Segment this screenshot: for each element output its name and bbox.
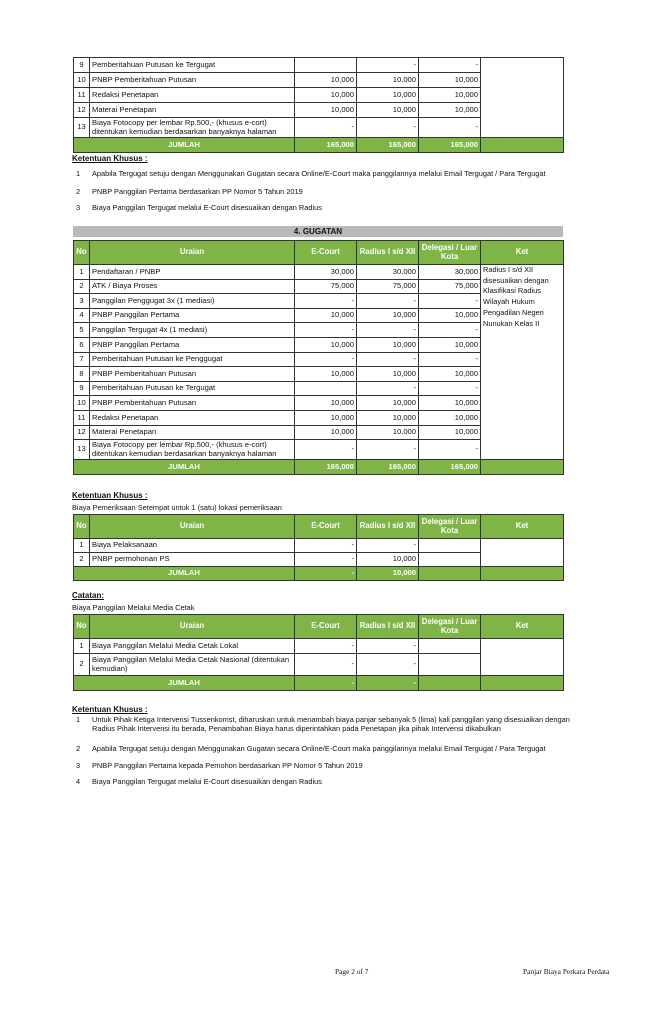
row-number: 9 bbox=[74, 381, 90, 396]
header-ecourt: E-Court bbox=[295, 615, 357, 639]
total-delegasi-value: 165,000 bbox=[419, 460, 481, 475]
header-delegasi: Delegasi / Luar Kota bbox=[419, 615, 481, 639]
row-description: Pendaftaran / PNBP bbox=[90, 265, 295, 280]
row-number: 3 bbox=[74, 294, 90, 309]
row-number: 13 bbox=[74, 118, 90, 138]
header-ket: Ket bbox=[481, 515, 564, 539]
row-number: 6 bbox=[74, 337, 90, 352]
row-ecourt-value: 75,000 bbox=[295, 279, 357, 294]
row-number: 13 bbox=[74, 440, 90, 460]
header-radius: Radius I s/d XII bbox=[357, 241, 419, 265]
row-number: 5 bbox=[74, 323, 90, 338]
row-radius-value: - bbox=[357, 58, 419, 73]
list-item-text: PNBP Panggilan Pertama kepada Pemohon berdasarkan PP Nomor 5 Tahun 2019 bbox=[92, 761, 363, 770]
row-number: 10 bbox=[74, 73, 90, 88]
row-ecourt-value: - bbox=[295, 553, 357, 567]
row-number: 11 bbox=[74, 88, 90, 103]
row-ecourt-value: 30,000 bbox=[295, 265, 357, 280]
header-ecourt: E-Court bbox=[295, 241, 357, 265]
row-delegasi-value bbox=[419, 654, 481, 676]
row-radius-value: - bbox=[357, 639, 419, 654]
row-ecourt-value: - bbox=[295, 654, 357, 676]
row-radius-value: - bbox=[357, 323, 419, 338]
row-ecourt-value: - bbox=[295, 440, 357, 460]
row-description: Materai Penetapan bbox=[90, 425, 295, 440]
row-number: 12 bbox=[74, 425, 90, 440]
header-uraian: Uraian bbox=[90, 515, 295, 539]
row-number: 12 bbox=[74, 103, 90, 118]
row-description: Biaya Fotocopy per lembar Rp.500,- (khusus e-cort) ditentukan kemudian berdasarkan banyaknya halaman bbox=[90, 118, 295, 138]
row-delegasi-value: 75,000 bbox=[419, 279, 481, 294]
row-ecourt-value: - bbox=[295, 352, 357, 367]
table-row bbox=[74, 539, 564, 553]
row-delegasi-value: - bbox=[419, 118, 481, 138]
total-row bbox=[74, 138, 564, 153]
row-radius-value: 10,000 bbox=[357, 410, 419, 425]
list-item-number: 1 bbox=[76, 169, 81, 178]
row-delegasi-value: 10,000 bbox=[419, 367, 481, 382]
ketentuan-khusus-heading-2: Ketentuan Khusus : bbox=[72, 491, 148, 500]
ketentuan-khusus-heading-3: Ketentuan Khusus : bbox=[72, 705, 148, 714]
list-item-number: 2 bbox=[76, 744, 81, 753]
row-ecourt-value: 10,000 bbox=[295, 410, 357, 425]
total-radius-value: 165,000 bbox=[357, 138, 419, 153]
row-description: PNBP Pemberitahuan Putusan bbox=[90, 367, 295, 382]
row-radius-value: - bbox=[357, 294, 419, 309]
total-row bbox=[74, 676, 564, 691]
row-number: 10 bbox=[74, 396, 90, 411]
total-ecourt-value: - bbox=[295, 676, 357, 691]
row-number: 1 bbox=[74, 539, 90, 553]
section-title-gugatan: 4. GUGATAN bbox=[73, 226, 563, 237]
list-item-number: 1 bbox=[76, 715, 81, 724]
row-radius-value: 10,000 bbox=[357, 553, 419, 567]
row-ecourt-value: 10,000 bbox=[295, 88, 357, 103]
row-ecourt-value: 10,000 bbox=[295, 308, 357, 323]
header-no: No bbox=[74, 241, 90, 265]
row-description: Pemberitahuan Putusan ke Penggugat bbox=[90, 352, 295, 367]
row-number: 8 bbox=[74, 367, 90, 382]
row-number: 1 bbox=[74, 265, 90, 280]
row-description: PNBP Panggilan Pertama bbox=[90, 337, 295, 352]
header-ecourt: E-Court bbox=[295, 515, 357, 539]
row-description: Biaya Panggilan Melalui Media Cetak Nasional (ditentukan kemudian) bbox=[90, 654, 295, 676]
row-delegasi-value: 10,000 bbox=[419, 73, 481, 88]
row-delegasi-value: 10,000 bbox=[419, 88, 481, 103]
row-radius-value: 10,000 bbox=[357, 367, 419, 382]
header-delegasi: Delegasi / Luar Kota bbox=[419, 241, 481, 265]
row-delegasi-value: 30,000 bbox=[419, 265, 481, 280]
row-description: Panggilan Penggugat 3x (1 mediasi) bbox=[90, 294, 295, 309]
row-number: 4 bbox=[74, 308, 90, 323]
row-description: PNBP Panggilan Pertama bbox=[90, 308, 295, 323]
header-no: No bbox=[74, 615, 90, 639]
pemeriksaan-setempat-intro: Biaya Pemeriksaan Setempat untuk 1 (satu) lokasi pemeriksaan bbox=[72, 503, 282, 512]
row-radius-value: - bbox=[357, 381, 419, 396]
row-ecourt-value: 10,000 bbox=[295, 425, 357, 440]
total-delegasi-value: 165,000 bbox=[419, 138, 481, 153]
row-number: 7 bbox=[74, 352, 90, 367]
total-row bbox=[74, 460, 564, 475]
row-description: Biaya Pelaksanaan bbox=[90, 539, 295, 553]
row-description: PNBP permohonan PS bbox=[90, 553, 295, 567]
total-ket bbox=[481, 138, 564, 153]
row-radius-value: 75,000 bbox=[357, 279, 419, 294]
header-delegasi: Delegasi / Luar Kota bbox=[419, 515, 481, 539]
total-radius-value: 10,000 bbox=[357, 567, 419, 581]
total-radius-value: 165,000 bbox=[357, 460, 419, 475]
row-number: 9 bbox=[74, 58, 90, 73]
row-ket-note bbox=[481, 639, 564, 676]
row-radius-value: 10,000 bbox=[357, 73, 419, 88]
list-item-text: Apabila Tergugat setuju dengan Menggunakan Gugatan secara Online/E-Court maka panggilannya melalui Email Tergugat / Para Tergugat bbox=[92, 169, 546, 178]
ketentuan-khusus-heading-1: Ketentuan Khusus : bbox=[72, 154, 148, 163]
row-ecourt-value: 10,000 bbox=[295, 337, 357, 352]
row-description: Redaksi Penetapan bbox=[90, 410, 295, 425]
row-radius-value: 10,000 bbox=[357, 103, 419, 118]
row-ecourt-value: 10,000 bbox=[295, 367, 357, 382]
row-delegasi-value bbox=[419, 553, 481, 567]
row-ecourt-value: 10,000 bbox=[295, 103, 357, 118]
row-description: Pemberitahuan Putusan ke Tergugat bbox=[90, 381, 295, 396]
total-ecourt-value: - bbox=[295, 567, 357, 581]
list-item-number: 4 bbox=[76, 777, 81, 786]
row-radius-value: 10,000 bbox=[357, 396, 419, 411]
list-item-text: Untuk Pihak Ketiga Intervensi Tussenkomst, diharuskan untuk menambah biaya panjar sebanyak 5 (lima) kali panggilan yang disesuaikan dengan Radius Pihak Intervensi itu berada, Penambahan Biaya harus diperintahkan pada Penetapan jika pihak Intervensi dikabulkan bbox=[92, 715, 570, 733]
page-number: Page 2 of 7 bbox=[335, 967, 369, 976]
row-number: 2 bbox=[74, 654, 90, 676]
row-delegasi-value: 10,000 bbox=[419, 337, 481, 352]
row-ecourt-value: 10,000 bbox=[295, 73, 357, 88]
list-item-text: Apabila Tergugat setuju dengan Menggunakan Gugatan secara Online/E-Court maka panggilannya melalui Email Tergugat / Para Tergugat bbox=[92, 744, 546, 753]
total-label: JUMLAH bbox=[74, 138, 295, 153]
header-ket: Ket bbox=[481, 241, 564, 265]
total-ket bbox=[481, 460, 564, 475]
row-radius-value: - bbox=[357, 118, 419, 138]
row-delegasi-value bbox=[419, 639, 481, 654]
header-uraian: Uraian bbox=[90, 615, 295, 639]
total-radius-value: - bbox=[357, 676, 419, 691]
row-ecourt-value: - bbox=[295, 539, 357, 553]
table-row bbox=[74, 58, 564, 73]
row-radius-value: 10,000 bbox=[357, 337, 419, 352]
row-ket-note bbox=[481, 539, 564, 567]
row-description: ATK / Biaya Proses bbox=[90, 279, 295, 294]
media-cetak-intro: Biaya Panggilan Melalui Media Cetak bbox=[72, 603, 195, 612]
row-ecourt-value bbox=[295, 381, 357, 396]
header-ket: Ket bbox=[481, 615, 564, 639]
table-row bbox=[74, 639, 564, 654]
row-ecourt-value: - bbox=[295, 639, 357, 654]
row-description: Biaya Panggilan Melalui Media Cetak Lokal bbox=[90, 639, 295, 654]
row-delegasi-value: 10,000 bbox=[419, 410, 481, 425]
row-description: Biaya Fotocopy per lembar Rp.500,- (khusus e-cort) ditentukan kemudian berdasarkan banyaknya halaman bbox=[90, 440, 295, 460]
row-number: 11 bbox=[74, 410, 90, 425]
total-ket bbox=[481, 567, 564, 581]
list-item-text: Biaya Panggilan Tergugat melalui E-Court disesuaikan dengan Radius bbox=[92, 203, 322, 212]
row-ecourt-value: 10,000 bbox=[295, 396, 357, 411]
list-item-text: PNBP Panggilan Pertama berdasarkan PP Nomor 5 Tahun 2019 bbox=[92, 187, 303, 196]
row-description: PNBP Pemberitahuan Putusan bbox=[90, 396, 295, 411]
list-item-text: Biaya Panggilan Tergugat melalui E-Court disesuaikan dengan Radius bbox=[92, 777, 322, 786]
row-ket-note: Radius I s/d XII disesuaikan dengan Klasifikasi Radius Wilayah Hukum Pengadilan Negeri Nunukan Kelas II bbox=[481, 265, 564, 460]
header-radius: Radius I s/d XII bbox=[357, 515, 419, 539]
list-item-number: 3 bbox=[76, 203, 81, 212]
row-delegasi-value: 10,000 bbox=[419, 308, 481, 323]
list-item-number: 3 bbox=[76, 761, 81, 770]
media-cetak-table bbox=[73, 614, 564, 691]
total-label: JUMLAH bbox=[74, 567, 295, 581]
header-uraian: Uraian bbox=[90, 241, 295, 265]
row-radius-value: 30,000 bbox=[357, 265, 419, 280]
total-delegasi-value bbox=[419, 676, 481, 691]
row-number: 2 bbox=[74, 553, 90, 567]
row-delegasi-value: - bbox=[419, 294, 481, 309]
list-item-number: 2 bbox=[76, 187, 81, 196]
row-radius-value: 10,000 bbox=[357, 425, 419, 440]
document-title: Panjar Biaya Perkara Perdata bbox=[523, 967, 610, 976]
continued-fee-table bbox=[73, 57, 564, 153]
row-description: Redaksi Penetapan bbox=[90, 88, 295, 103]
total-delegasi-value bbox=[419, 567, 481, 581]
header-radius: Radius I s/d XII bbox=[357, 615, 419, 639]
row-ecourt-value bbox=[295, 58, 357, 73]
row-delegasi-value: - bbox=[419, 381, 481, 396]
row-number: 1 bbox=[74, 639, 90, 654]
row-number: 2 bbox=[74, 279, 90, 294]
table-row bbox=[74, 265, 564, 280]
gugatan-fee-table bbox=[73, 240, 564, 475]
row-radius-value: 10,000 bbox=[357, 308, 419, 323]
total-ket bbox=[481, 676, 564, 691]
row-ecourt-value: - bbox=[295, 294, 357, 309]
total-ecourt-value: 165,000 bbox=[295, 138, 357, 153]
row-delegasi-value: 10,000 bbox=[419, 396, 481, 411]
row-radius-value: 10,000 bbox=[357, 88, 419, 103]
row-delegasi-value: 10,000 bbox=[419, 425, 481, 440]
row-radius-value: - bbox=[357, 539, 419, 553]
row-ecourt-value: - bbox=[295, 323, 357, 338]
row-description: PNBP Pemberitahuan Putusan bbox=[90, 73, 295, 88]
header-no: No bbox=[74, 515, 90, 539]
row-delegasi-value: 10,000 bbox=[419, 103, 481, 118]
row-ecourt-value: - bbox=[295, 118, 357, 138]
row-radius-value: - bbox=[357, 352, 419, 367]
row-radius-value: - bbox=[357, 440, 419, 460]
row-delegasi-value: - bbox=[419, 352, 481, 367]
row-delegasi-value: - bbox=[419, 58, 481, 73]
pemeriksaan-setempat-table bbox=[73, 514, 564, 581]
total-ecourt-value: 165,000 bbox=[295, 460, 357, 475]
total-row bbox=[74, 567, 564, 581]
row-description: Materai Penetapan bbox=[90, 103, 295, 118]
row-delegasi-value: - bbox=[419, 323, 481, 338]
row-delegasi-value bbox=[419, 539, 481, 553]
row-delegasi-value: - bbox=[419, 440, 481, 460]
catatan-heading: Catatan: bbox=[72, 591, 105, 600]
row-description: Panggilan Tergugat 4x (1 mediasi) bbox=[90, 323, 295, 338]
total-label: JUMLAH bbox=[74, 460, 295, 475]
total-label: JUMLAH bbox=[74, 676, 295, 691]
row-radius-value: - bbox=[357, 654, 419, 676]
row-description: Pemberitahuan Putusan ke Tergugat bbox=[90, 58, 295, 73]
row-ket-note bbox=[481, 58, 564, 138]
